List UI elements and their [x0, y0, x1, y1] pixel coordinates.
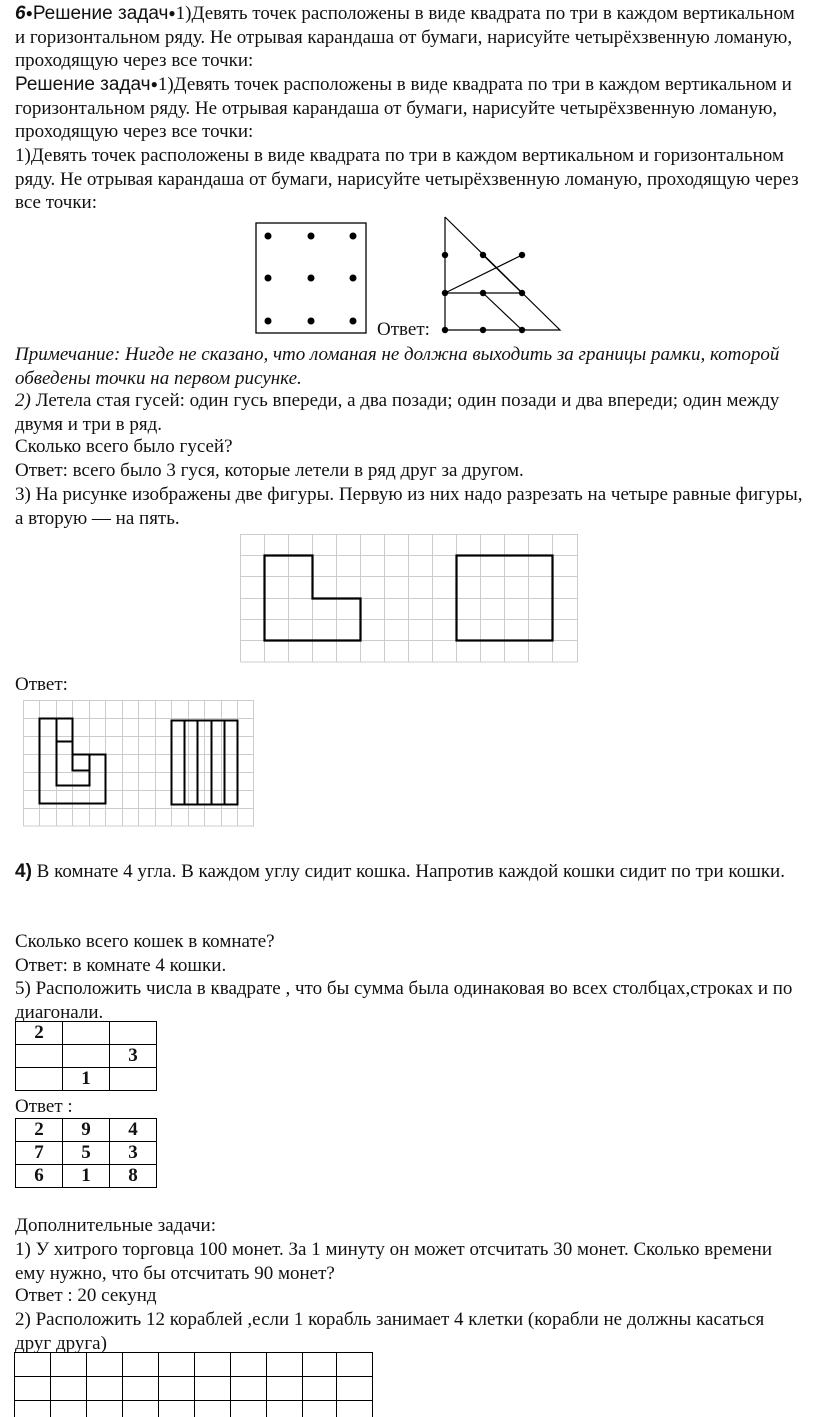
task2-question: Сколько всего было гусей? [15, 436, 233, 457]
task4-number: 4) [15, 861, 32, 882]
task4-text [15, 858, 805, 886]
task3-text: 3) На рисунке изображены две фигуры. Первую из них надо разрезать на четыре равные фигуры, а вторую — на пять. [15, 484, 803, 529]
grid-cell: 1 [63, 1165, 110, 1188]
dot [308, 275, 315, 282]
bullet-icon: ● [150, 77, 158, 91]
task2-body: Летела стая гусей: один гусь впереди, а два позади; один позади и два впереди; один между двумя и три в ряд. [15, 390, 780, 435]
task3-figures [240, 534, 579, 663]
grid-cell: 5 [63, 1142, 110, 1165]
task2-answer: Ответ: всего было 3 гуся, которые летели в ряд друг за другом. [15, 460, 524, 481]
header-task: 1)Девять точек расположены в виде квадрата по три в каждом вертикальном и горизонтальном ряду. Не отрывая карандаша от бумаги, нарисуйте четырёхзвенную ломаную, проходящую через все точки: [15, 3, 795, 71]
magic-square-grid [15, 1021, 157, 1091]
grid-cell: 7 [16, 1142, 63, 1165]
dot [350, 275, 357, 282]
grid-cell [16, 1045, 63, 1068]
answer-label-1: Ответ: [377, 319, 430, 340]
dot [350, 233, 357, 240]
bullet-icon: ● [25, 6, 33, 20]
note: Примечание: Нигде не сказано, что ломаная не должна выходить за границы рамки, которой обведены точки на первом рисунке. [15, 344, 780, 389]
grid-cell [110, 1068, 157, 1091]
dot [480, 252, 486, 258]
dot [308, 233, 315, 240]
bullet-icon: ● [168, 6, 176, 20]
grid-cell: 9 [63, 1119, 110, 1142]
dot [265, 318, 272, 325]
grid-cell [63, 1045, 110, 1068]
magic-square-answer [15, 1118, 157, 1188]
ships-grid [14, 1352, 374, 1417]
dot [519, 327, 525, 333]
header-line [15, 2, 805, 73]
task3-answer-figures [23, 700, 255, 827]
repeat-line [15, 73, 805, 144]
task2-number: 2) [15, 390, 31, 411]
nine-dots-figure [250, 220, 370, 336]
header-number: 6 [15, 3, 26, 24]
dot [480, 327, 486, 333]
grid-cell: 1 [63, 1068, 110, 1091]
dot [265, 233, 272, 240]
grid-cell [110, 1022, 157, 1045]
grid-cell: 2 [16, 1022, 63, 1045]
grid-cell: 6 [16, 1165, 63, 1188]
grid-cell: 3 [110, 1045, 157, 1068]
grid-cell: 2 [16, 1119, 63, 1142]
task5-text: 5) Расположить числа в квадрате , что бы сумма была одинаковая во всех столбцах,строках и по диагонали. [15, 978, 793, 1023]
dot [480, 290, 486, 296]
task3-answer-label: Ответ: [15, 674, 68, 695]
dot [442, 252, 448, 258]
dot [519, 290, 525, 296]
grid-cell: 8 [110, 1165, 157, 1188]
dot [442, 327, 448, 333]
task4-body: В комнате 4 угла. В каждом углу сидит кошка. Напротив каждой кошки сидит по три кошки. [31, 861, 785, 882]
dot [350, 318, 357, 325]
dot [265, 275, 272, 282]
polyline-solution [438, 212, 566, 336]
repeat-label: Решение задач [15, 74, 151, 95]
extra-title: Дополнительные задачи: [15, 1215, 216, 1236]
task4-question: Сколько всего кошек в комнате? [15, 931, 275, 952]
dot [519, 252, 525, 258]
dot [308, 318, 315, 325]
grid-cell: 4 [110, 1119, 157, 1142]
extra-problem-2: 2) Расположить 12 кораблей ,если 1 корабль занимает 4 клетки (корабли не должны касаться друг друга) [15, 1309, 765, 1354]
grid-cell: 3 [110, 1142, 157, 1165]
task1-text: 1)Девять точек расположены в виде квадрата по три в каждом вертикальном и горизонтальном ряду. Не отрывая карандаша от бумаги, нарисуйте четырёхзвенную ломаную, проходящую через все точки: [15, 145, 799, 213]
task2-text [15, 389, 805, 436]
grid-cell [16, 1068, 63, 1091]
dot [442, 290, 448, 296]
grid-cell [63, 1022, 110, 1045]
repeat-task: 1)Девять точек расположены в виде квадрата по три в каждом вертикальном и горизонтальном ряду. Не отрывая карандаша от бумаги, нарисуйте четырёхзвенную ломаную, проходящую через все точки: [15, 74, 792, 142]
task5-answer-label: Ответ : [15, 1096, 73, 1117]
task4-answer: Ответ: в комнате 4 кошки. [15, 955, 227, 976]
extra-answer-1: Ответ : 20 секунд [15, 1285, 157, 1306]
header-label: Решение задач [32, 3, 169, 24]
extra-problem-1: 1) У хитрого торговца 100 монет. За 1 минуту он может отсчитать 30 монет. Сколько времени ему нужно, что бы отсчитать 90 монет? [15, 1239, 772, 1284]
